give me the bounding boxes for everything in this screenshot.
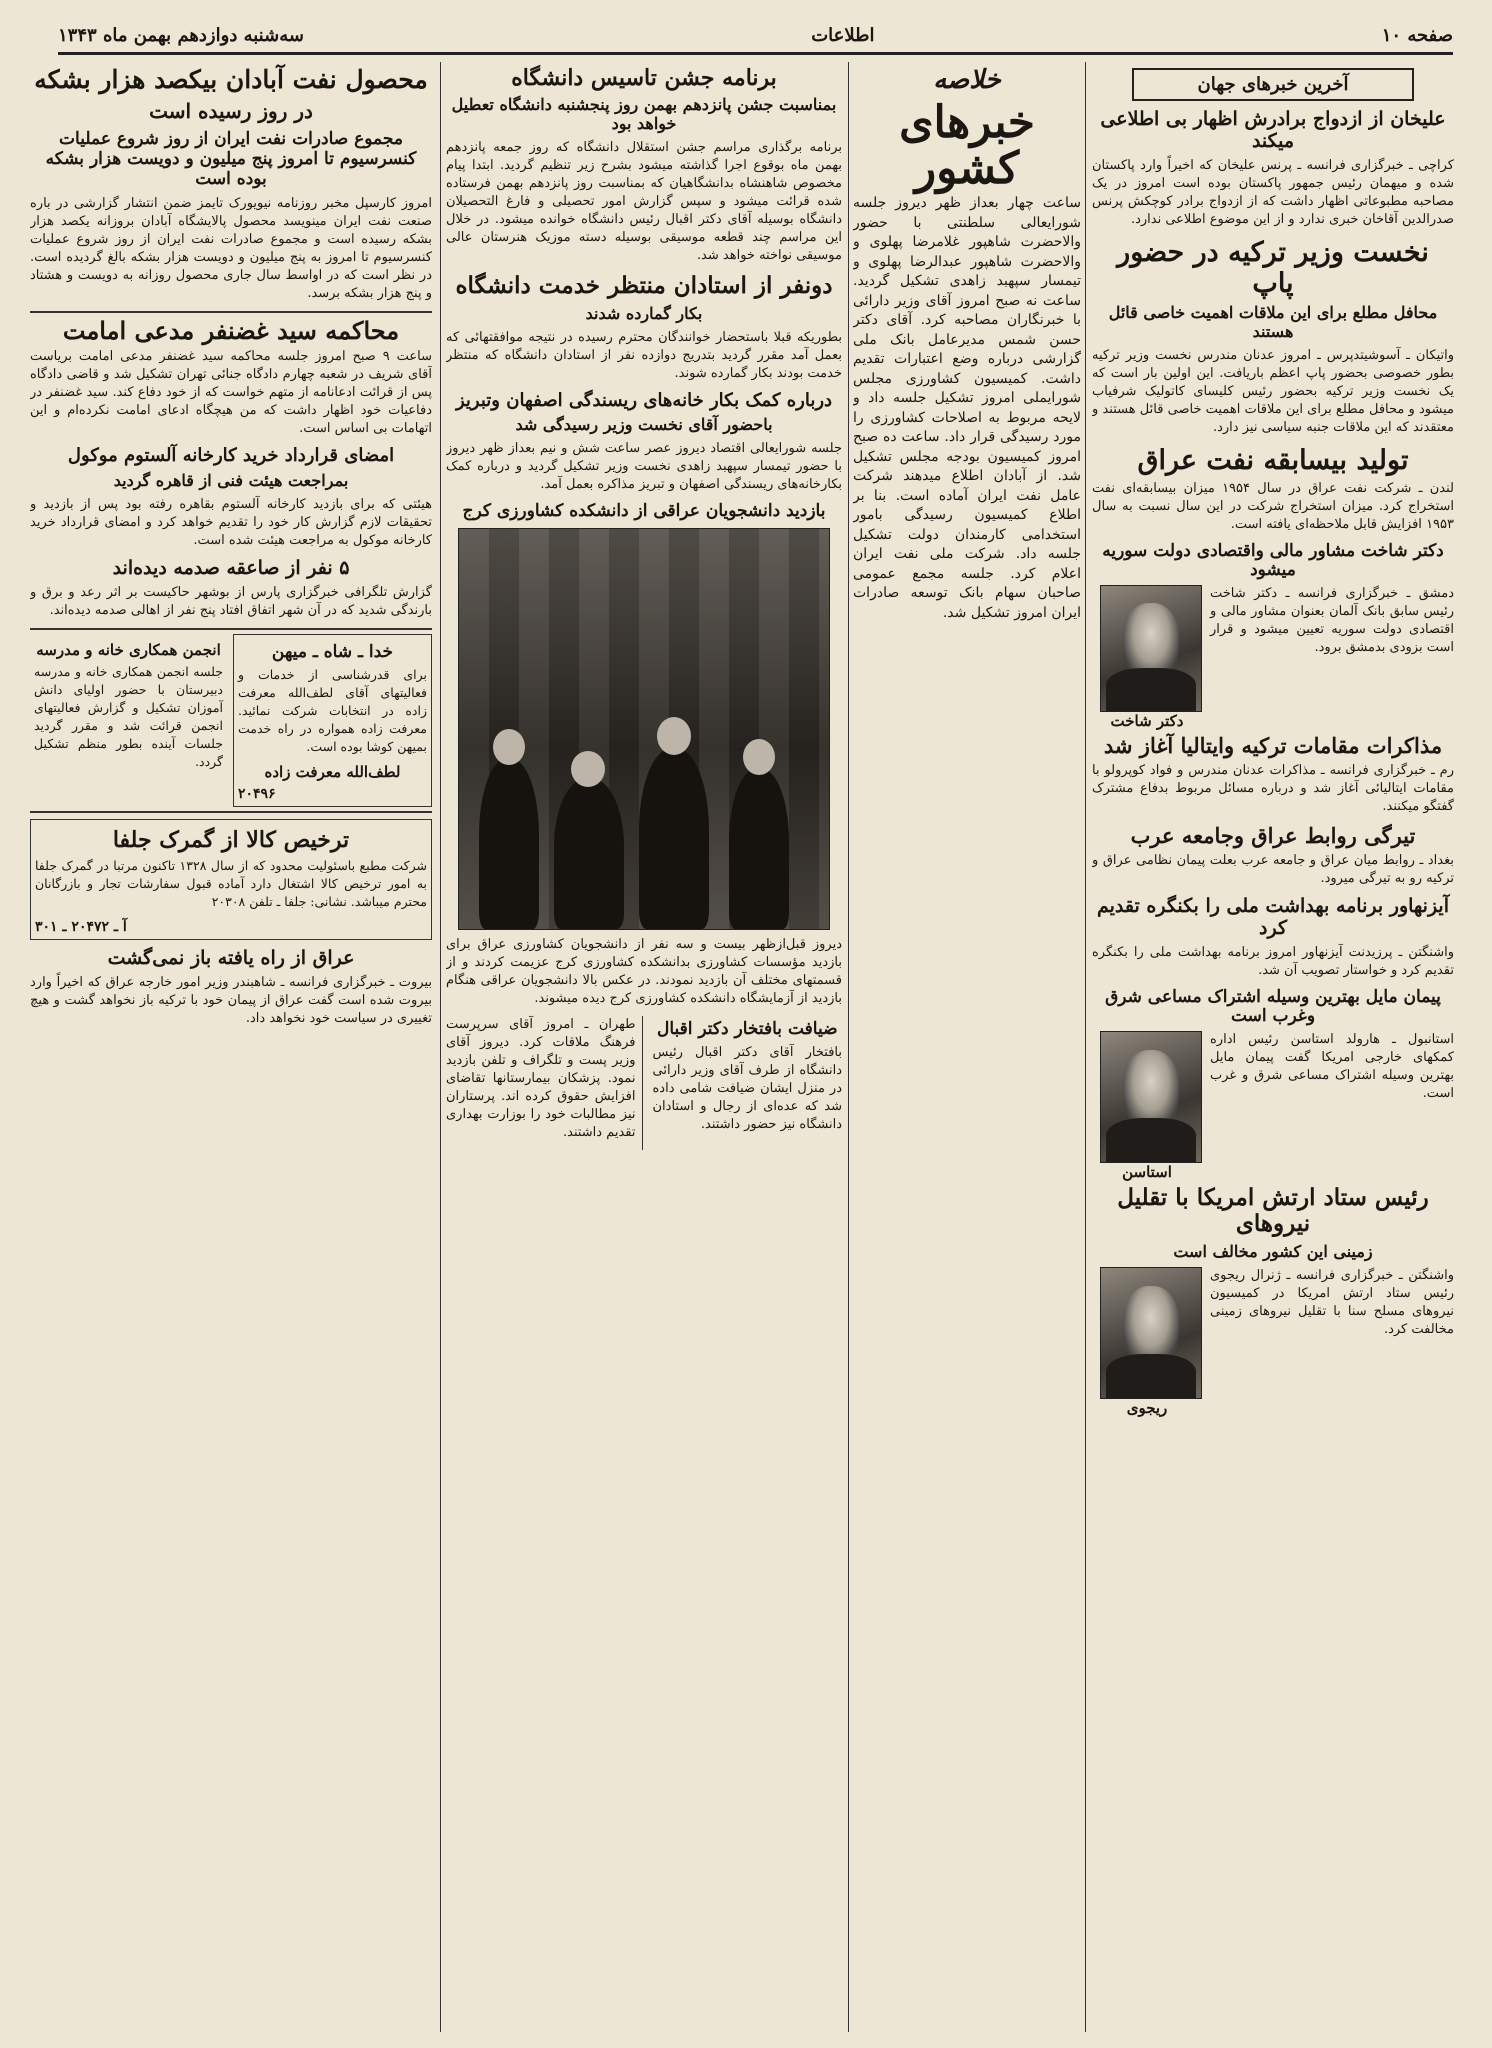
figure-head [493, 729, 525, 765]
story-text: واشنگتن ـ پرزیدنت آیزنهاور امروز برنامه بهداشت ملی را بکنگره تقدیم کرد و خواستار تصویب آن شد. [1092, 944, 1454, 978]
ad-code: ۲۰۴۹۶ [238, 785, 276, 802]
customs-ad [30, 819, 432, 940]
school-association-notice [30, 634, 227, 807]
story-headline: بازدید دانشجویان عراقی از دانشکده کشاورزی کرج [462, 501, 826, 522]
domestic-news-column [853, 62, 1081, 2037]
story-headline: مذاکرات مقامات ترکیه وایتالیا آغاز شد [1103, 732, 1443, 758]
ad-title: ترخیص کالا از گمرک جلفا [112, 826, 350, 853]
page-header [58, 18, 1453, 55]
story-subheadline: در روز رسیده است [149, 98, 313, 123]
story-headline: محصول نفت آبادان بیکصد هزار بشکه [34, 65, 428, 94]
story-headline: دونفر از استادان منتظر خدمت دانشگاه [455, 272, 833, 300]
domestic-news-masthead: خبرهای کشور [899, 96, 1035, 195]
story-text: امروز کارسپل مخبر روزنامه نیویورک تایمز ضمن انتشار گزارشی در باره صنعت نفت ایران مینویسد محصول پالایشگاه آبادان بروزانه یکصد هزار بشکه رسیده است و مجموع صادرات نفت ایران از روز شروع عملیات کنسرسیوم تا امروز به پنج میلیون و دویست هزار بشکه بالغ گردیده است. در نظر است که در اواسط سال جاری محصول روزانه به دویست و هشتاد و پنج هزار بشکه برسد. [30, 195, 432, 301]
figure [554, 779, 624, 929]
story-text: بطوریکه قبلا باستحضار خوانندگان محترم رسیده در نتیجه موافقتهائی که بعمل آمد مقرر گردید بتدریج دوازده نفر از استادان دانشگاه که منتظر خدمت بودند بکار گمارده شوند. [446, 329, 842, 381]
story-text: ساعت ۹ صبح امروز جلسه محاکمه سید غضنفر مدعی امامت بریاست آقای شریف در شعبه چهارم دادگاه جنائی تهران تشکیل شد و قاضی دادگاه پس از قرائت ادعانامه از متهم خواست که از خود دفاع کند. سید غضنفر در دفاعیات خود اظهار داشت که من هیچگاه ادعای امامت نکرده‌ام و این اتهامات بی اساس است. [30, 349, 432, 437]
story-text: هیئتی که برای بازدید کارخانه آلستوم بقاهره رفته بود پس از بازدید و تحقیقات لازم گزارش کار خود را تقدیم خواهد کرد و امضای قرارداد خرید کارخانه موکول به مراجعت هیئت شده است. [30, 497, 432, 549]
story-text: لندن ـ شرکت نفت عراق در سال ۱۹۵۴ میزان بیسابقه‌ای نفت استخراج کرد. میزان استخراج شرکت در این سال نسبت به سال ۱۹۵۳ افزایش قابل ملاحظه‌ای یافته است. [1092, 480, 1454, 532]
story-headline: عراق از راه یافته باز نمی‌گشت [107, 946, 355, 969]
notice-title: انجمن همکاری خانه و مدرسه [36, 640, 221, 659]
story-headline: درباره کمک بکار خانه‌های ریسندگی اصفهان وتبریز [455, 389, 833, 411]
world-news-column [1092, 62, 1454, 2037]
world-news-box-title: آخرین خبرهای جهان [1132, 68, 1414, 101]
paper-name: اطلاعات [811, 24, 875, 46]
notice-text: جلسه انجمن همکاری خانه و مدرسه دبیرستان با حضور اولیای دانش آموزان تشکیل و گزارش فعالیتهای انجمن قرائت شد و مقرر گردید جلسات آینده بطور منظم تشکیل گردد. [34, 664, 223, 770]
story-headline: آیزنهاور برنامه بهداشت ملی را بکنگره تقدیم کرد [1096, 895, 1450, 940]
photo-caption-text: دیروز قبل‌ازظهر بیست و سه نفر از دانشجویان کشاورزی عراق برای بازدید مؤسسات کشاورزی بدانشکده کشاورزی کرج عزیمت کردند و از قسمتهای مختلف آن بازدید نمودند. در عکس بالا دانشجویان عراقی هنگام بازدید از آزمایشگاه دانشکده کشاورزی کرج دیده میشوند. [446, 936, 842, 1006]
column-rule [848, 62, 849, 2032]
story-subheadline: مجموع صادرات نفت ایران از روز شروع عملیات کنسرسیوم تا امروز پنج میلیون و دویست هزار بشکه بوده است [45, 128, 417, 189]
story-text: رم ـ خبرگزاری فرانسه ـ مذاکرات عدنان مندرس و فواد کوپرولو با مقامات ایتالیائی آغاز شد و درباره مسائل مربوط بدفاع مشترک گفتگو میکنند. [1092, 763, 1454, 815]
story-text: بیروت ـ خبرگزاری فرانسه ـ شاهبندر وزیر امور خارجه عراق که اخیراً وارد بیروت شده است گفت عراق از پیمان خود با ترکیه باز نخواهد گشت و هیچ تغییری در سیاست خود نخواهد داد. [30, 974, 432, 1026]
story-text: طهران ـ امروز آقای سرپرست فرهنگ ملاقات کرد. دیروز آقای وزیر پست و تلگراف و تلفن بازدید نمود. پزشکان بیمارستانها تقاضای افزایش حقوق کرده اند. پرستاران نیز مطالبات خود را بوزارت بهداری تقدیم داشتند. [446, 1016, 636, 1140]
ridgway-portrait [1100, 1267, 1202, 1399]
ad-code: آ ـ ۲۰۴۷۲ ـ ۳۰۱ [35, 918, 127, 935]
story-text: واتیکان ـ آسوشیتدپرس ـ امروز عدنان مندرس نخست وزیر ترکیه بطور خصوصی بحضور پاپ اعظم باریافت. این اولین بار است که یک نخست وزیر ترکیه بحضور رئیس کلیسای کاتولیک شرفیاب میشود و محافل مطلع برای این ملاقات اهمیت خاصی قائل هستند و معتقدند که این ملاقات جنبه سیاسی نیز دارد. [1092, 347, 1454, 435]
ad-text: شرکت مطبع باسئولیت محدود که از سال ۱۳۲۸ تاکنون مرتبا در گمرک جلفا به امور ترخیص کالا اشتغال دارد آماده قبول سفارشات تجار و بازرگانان محترم میباشد. نشانی: جلفا ـ تلفن ۲۰۳۰۸ [35, 857, 427, 909]
page-number: صفحه ۱۰ [1381, 24, 1453, 46]
ads-row [30, 628, 432, 813]
story-headline: تیرگی روابط عراق وجامعه عرب [1130, 823, 1416, 849]
story-headline: پیمان مایل بهترین وسیله اشتراک مساعی شرق وغرب است [1105, 986, 1441, 1027]
story-headline: نخست وزیر ترکیه در حضور پاپ [1117, 236, 1429, 299]
story-subheadline: زمینی این کشور مخالف است [1173, 1241, 1373, 1261]
figure-head [657, 717, 691, 755]
story-subheadline: بمناسبت جشن پانزدهم بهمن روز پنجشنبه دانشگاه تعطیل خواهد بود [451, 95, 837, 134]
story-headline: رئیس ستاد ارتش امریکا با تقلیل نیروهای [1117, 1183, 1429, 1238]
masthead-small: خلاصه [933, 65, 1001, 95]
story-headline: برنامه جشن تاسیس دانشگاه [511, 65, 777, 91]
column-rule [1085, 62, 1086, 2032]
story-subheadline: باحضور آقای نخست وزیر رسیدگی شد [515, 415, 773, 435]
figure [639, 749, 709, 929]
figure [729, 769, 789, 929]
story-subheadline: بکار گمارده شدند [585, 303, 703, 323]
photo-caption: استاسن [1122, 1162, 1172, 1181]
story-headline: امضای قرارداد خرید کارخانه آلستوم موکول [67, 445, 395, 467]
story-text: دمشق ـ خبرگزاری فرانسه ـ دکتر شاخت رئیس سابق بانک آلمان بعنوان مشاور مالی و اقتصادی دولت سوریه تعیین میشود و قرار است بزودی بدمشق برود. [1210, 585, 1454, 655]
issue-date: سه‌شنبه دوازدهم بهمن ماه ۱۳۴۳ [58, 24, 304, 46]
story-text: بافتخار آقای دکتر اقبال رئیس دانشگاه از طرف آقای وزیر دارائی در منزل ایشان ضیافت شامی داده شد که عده‌ای از رجال و استادان دانشگاه نیز حضور داشتند. [652, 1044, 842, 1132]
schacht-portrait [1100, 585, 1202, 712]
story-subheadline: بمراجعت هیئت فنی از قاهره گردید [113, 471, 349, 491]
students-photo [458, 528, 830, 930]
university-news-column [446, 62, 842, 2037]
ad-title: خدا ـ شاه ـ میهن [271, 641, 394, 662]
ad-text: برای قدرشناسی از خدمات و فعالیتهای آقای لطف‌الله معرفت زاده در انتخابات شرکت نمائید. معرفت زاده همواره در راه خدمت بمیهن کوشا بوده است. [238, 667, 427, 755]
story-text: گزارش تلگرافی خبرگزاری پارس از بوشهر حاکیست بر اثر رعد و برق و بارندگی شدید که در آن شهر اتفاق افتاد پنج نفر از اهالی صدمه دیده‌اند. [30, 584, 432, 618]
ad-signature: لطف‌الله معرفت زاده [264, 763, 401, 782]
stassen-portrait [1100, 1031, 1202, 1163]
story-text: واشنگتن ـ خبرگزاری فرانسه ـ ژنرال ریجوی رئیس ستاد ارتش امریکا در کمیسیون نیروهای مسلح سنا با تقلیل نیروهای زمینی مخالفت کرد. [1210, 1267, 1454, 1337]
story-text: برنامه برگذاری مراسم جشن استقلال دانشگاه که روز جمعه پانزدهم بهمن ماه بوقوع اجرا گذاشته میشود بشرح زیر تنظیم گردید. ابتدا پیام مخصوص شاهنشاه بدانشگاهیان که بمناسبت روز پانزدهم بهمن فرستاده شده قرائت میشود و سپس گزارش امور تحصیلی و فارغ التحصیلان دانشگاه بوسیله آقای دکتر اقبال رئیس دانشگاه خوانده میشود. در خلال این مراسم چند قطعه موسیقی بوسیله دسته موزیک هنرستان عالی موسیقی نواخته خواهد شد. [446, 140, 842, 264]
column-rule [440, 62, 441, 2032]
story-text: بغداد ـ روابط میان عراق و جامعه عرب بعلت پیمان نظامی عراق و ترکیه رو به تیرگی میرود. [1092, 853, 1454, 887]
economy-news-column [30, 62, 432, 2037]
figure [479, 759, 539, 929]
story-text: استانبول ـ هارولد استاسن رئیس اداره کمکهای خارجی امریکا گفت پیمان مایل بهترین وسیله اشتراک مساعی شرق و غرب است. [1210, 1031, 1454, 1101]
story-headline: ضیافت بافتخار دکتر اقبال [656, 1018, 838, 1039]
story-headline: محاکمه سید غضنفر مدعی امامت [30, 311, 432, 345]
story-headline: علیخان از ازدواج برادرش اظهار بی اطلاعی میکند [1100, 108, 1446, 152]
story-text: کراچی ـ خبرگزاری فرانسه ـ پرنس علیخان که اخیراً وارد پاکستان شده و میهمان رئیس جمهور پاکستان بوده است امروز در یک مصاحبه مطبوعاتی اظهار داشت که از ازدواج برادر کوچکش پرنس صدرالدین آقاخان خبری ندارد و از این موضوع اطلاعی ندارد. [1092, 157, 1454, 227]
story-subheadline: محافل مطلع برای این ملاقات اهمیت خاصی قائل هستند [1108, 302, 1438, 341]
figure-head [743, 739, 775, 775]
story-headline: تولید بیسابقه نفت عراق [1137, 444, 1409, 476]
story-headline: دکتر شاخت مشاور مالی واقتصادی دولت سوریه میشود [1102, 540, 1444, 581]
story-headline: ۵ نفر از صاعقه صدمه دیده‌اند [112, 557, 350, 580]
story-text: جلسه شورایعالی اقتصاد دیروز عصر ساعت شش و نیم بعداز ظهر دیروز با حضور تیمسار سپهبد زاهدی نخست وزیر تشکیل گردید و درباره کمک بکارخانه‌های ریسندگی اصفهان و تبریز مذاکره بعمل آمد. [446, 441, 842, 493]
election-ad [233, 634, 432, 807]
figure-head [571, 751, 605, 787]
photo-caption: دکتر شاخت [1110, 711, 1184, 730]
photo-caption: ریجوی [1126, 1398, 1168, 1417]
domestic-news-text: ساعت چهار بعداز ظهر دیروز جلسه شورایعالی سلطنتی با حضور والاحضرت شاهپور غلامرضا پهلوی و والاحضرت شاهپور عبدالرضا پهلوی و تیمسار سپهبد زاهدی تشکیل گردید. ساعت نه صبح امروز آقای وزیر دارائی با خبرنگاران مصاحبه کرد. آقای دکتر حسن شمس مدیرعامل بانک ملی گزارشی درباره وضع اعتبارات تقدیم داشت. کمیسیون کشاورزی مجلس شورایملی امروز تشکیل جلسه داد و لایحه مربوط به اصلاحات کشاورزی را مورد رسیدگی قرار داد. ساعت ده صبح امروز کمیسیون بودجه مجلس تشکیل شد. از آبادان اطلاع میدهند شرکت عامل نفت ایران آماده است. بنا بر اطلاع کمیسیون رسیدگی بامور استخدامی کارمندان دولت تشکیل جلسه داد. شرکت ملی نفت ایران اعلام کرد. جلسه مجمع عمومی صاحبان سهام بانک توسعه صادرات ایران امروز تشکیل شد. [853, 195, 1081, 621]
